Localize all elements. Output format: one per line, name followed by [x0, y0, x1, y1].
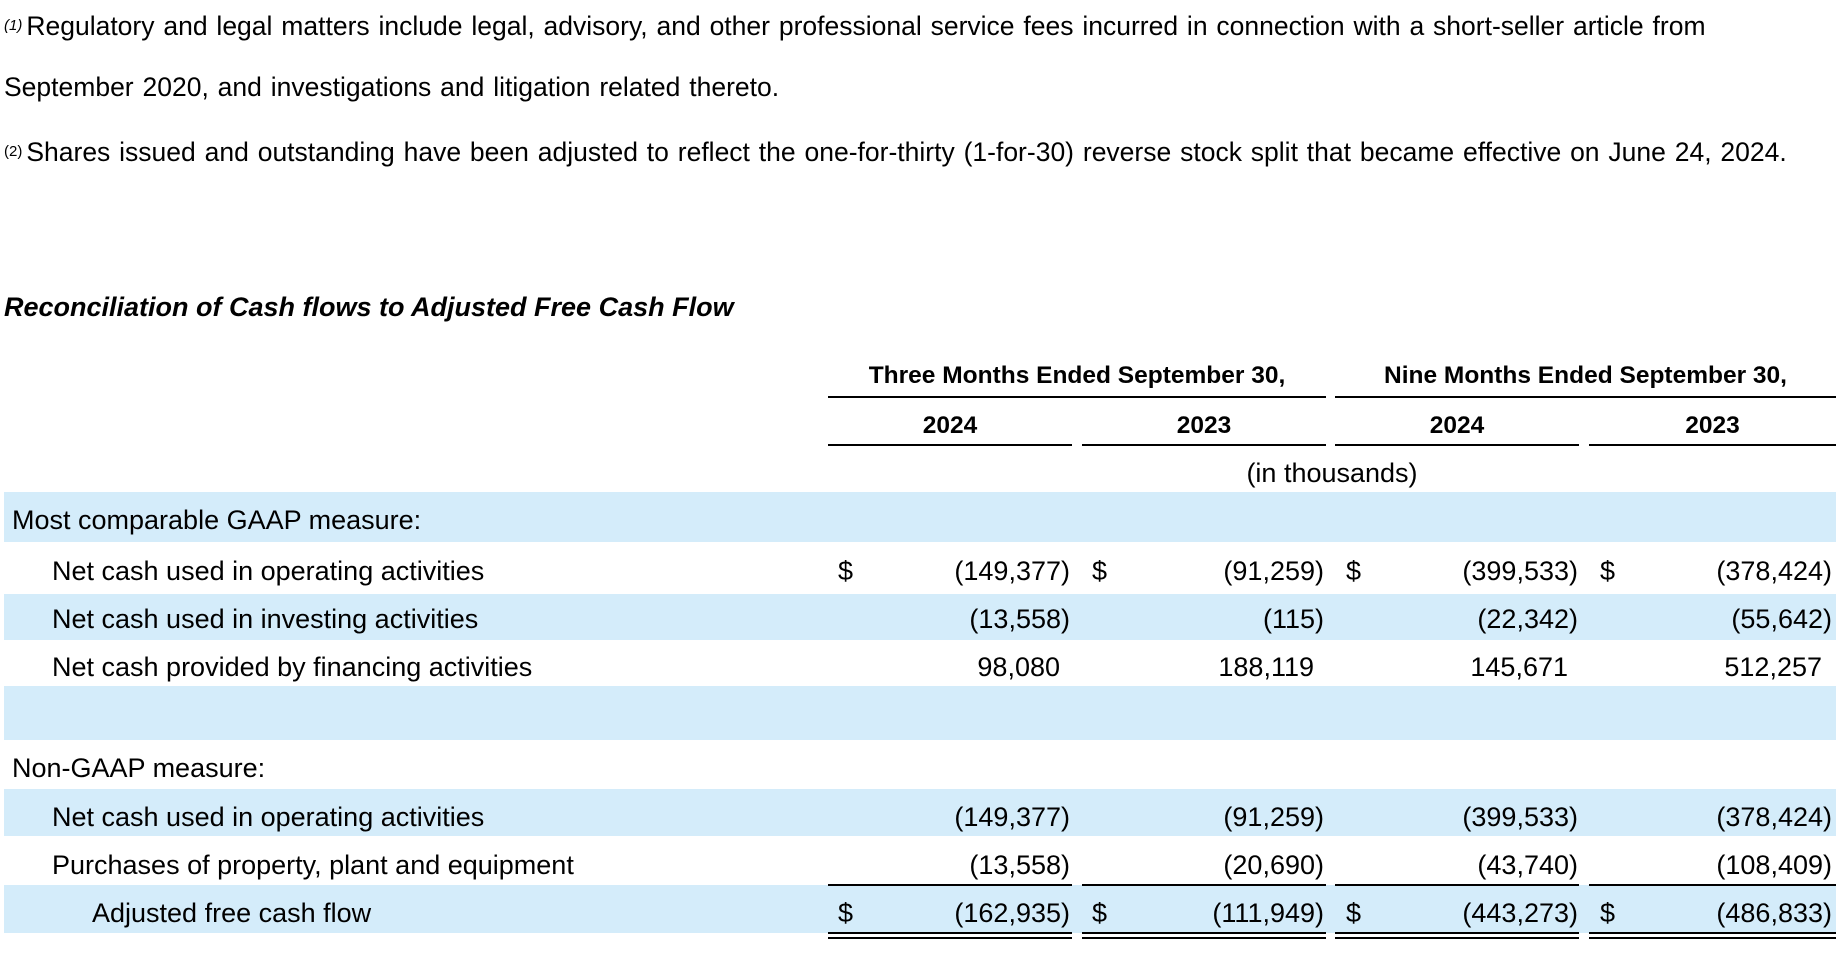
table-cell: (115) [1262, 604, 1324, 634]
table-cell: 188,119 [1218, 652, 1314, 682]
subtotal-rule [1082, 884, 1326, 886]
footnote-2 [4, 124, 1834, 185]
group-header-three-months: Three Months Ended September 30, [868, 362, 1286, 389]
table-cell: (91,259) [1223, 802, 1324, 832]
table-cell: (149,377) [954, 802, 1070, 832]
row-label-total: Adjusted free cash flow [92, 898, 372, 928]
table-cell: (378,424) [1716, 556, 1832, 586]
year-header-underline [1335, 444, 1579, 446]
group-header-nine-months: Nine Months Ended September 30, [1384, 362, 1787, 389]
table-cell: (43,740) [1477, 850, 1578, 880]
table-cell-total: (486,833) [1716, 898, 1832, 928]
table-cell: (13,558) [969, 604, 1070, 634]
table-cell: 512,257 [1724, 652, 1822, 682]
table-cell: (91,259) [1223, 556, 1324, 586]
table-cell-total: (162,935) [954, 898, 1070, 928]
units-label: (in thousands) [1246, 458, 1418, 488]
footnote-2-text: Shares issued and outstanding have been adjusted to reflect the one-for-thirty (1-for-30) reverse stock split that became effective on June 24, 2024. [26, 137, 1787, 167]
table-cell: (378,424) [1716, 802, 1832, 832]
footnote-2-marker: (2) [4, 143, 23, 160]
table-cell: 98,080 [977, 652, 1060, 682]
subtotal-rule [1335, 884, 1579, 886]
dollar-sign: $ [1600, 898, 1616, 928]
footnote-1-marker: (1) [4, 17, 23, 34]
total-double-rule [1335, 932, 1579, 939]
total-double-rule [1082, 932, 1326, 939]
table-cell: (399,533) [1462, 556, 1578, 586]
subtotal-rule [1589, 884, 1836, 886]
dollar-sign: $ [1346, 898, 1362, 928]
row-label: Net cash provided by financing activities [52, 652, 533, 682]
dollar-sign: $ [1092, 556, 1108, 586]
table-cell: 145,671 [1470, 652, 1568, 682]
table-cell: (13,558) [969, 850, 1070, 880]
year-header-9m-2023: 2023 [1685, 412, 1740, 439]
footnote-1 [4, 0, 1834, 115]
group-header-underline [1335, 396, 1836, 398]
dollar-sign: $ [1346, 556, 1362, 586]
table-cell-total: (111,949) [1212, 898, 1324, 928]
row-label: Net cash used in operating activities [52, 556, 485, 586]
table-cell-total: (443,273) [1462, 898, 1578, 928]
dollar-sign: $ [838, 898, 854, 928]
subtotal-rule [828, 884, 1072, 886]
year-header-underline [1082, 444, 1326, 446]
table-cell: (108,409) [1716, 850, 1832, 880]
dollar-sign: $ [838, 556, 854, 586]
row-label: Net cash used in investing activities [52, 604, 479, 634]
section-heading-gaap: Most comparable GAAP measure: [12, 505, 422, 535]
section-title: Reconciliation of Cash flows to Adjusted Free Cash Flow [4, 292, 734, 322]
total-double-rule [828, 932, 1072, 939]
row-shade [4, 686, 1836, 740]
table-cell: (22,342) [1477, 604, 1578, 634]
group-header-underline [828, 396, 1326, 398]
row-label: Net cash used in operating activities [52, 802, 485, 832]
table-cell: (399,533) [1462, 802, 1578, 832]
row-label: Purchases of property, plant and equipment [52, 850, 574, 880]
table-cell: (55,642) [1731, 604, 1832, 634]
total-double-rule [1589, 932, 1836, 939]
section-heading-non-gaap: Non-GAAP measure: [12, 753, 266, 783]
year-header-underline [828, 444, 1072, 446]
year-header-underline [1589, 444, 1836, 446]
table-cell: (149,377) [954, 556, 1070, 586]
year-header-3m-2023: 2023 [1176, 412, 1232, 439]
dollar-sign: $ [1600, 556, 1616, 586]
year-header-9m-2024: 2024 [1429, 412, 1485, 439]
dollar-sign: $ [1092, 898, 1108, 928]
footnote-1-text: Regulatory and legal matters include legal, advisory, and other professional service fees incurred in connection with a short-seller article from September 2020, and investigations and litigation related thereto. [4, 11, 1706, 102]
year-header-3m-2024: 2024 [922, 412, 978, 439]
table-cell: (20,690) [1223, 850, 1324, 880]
